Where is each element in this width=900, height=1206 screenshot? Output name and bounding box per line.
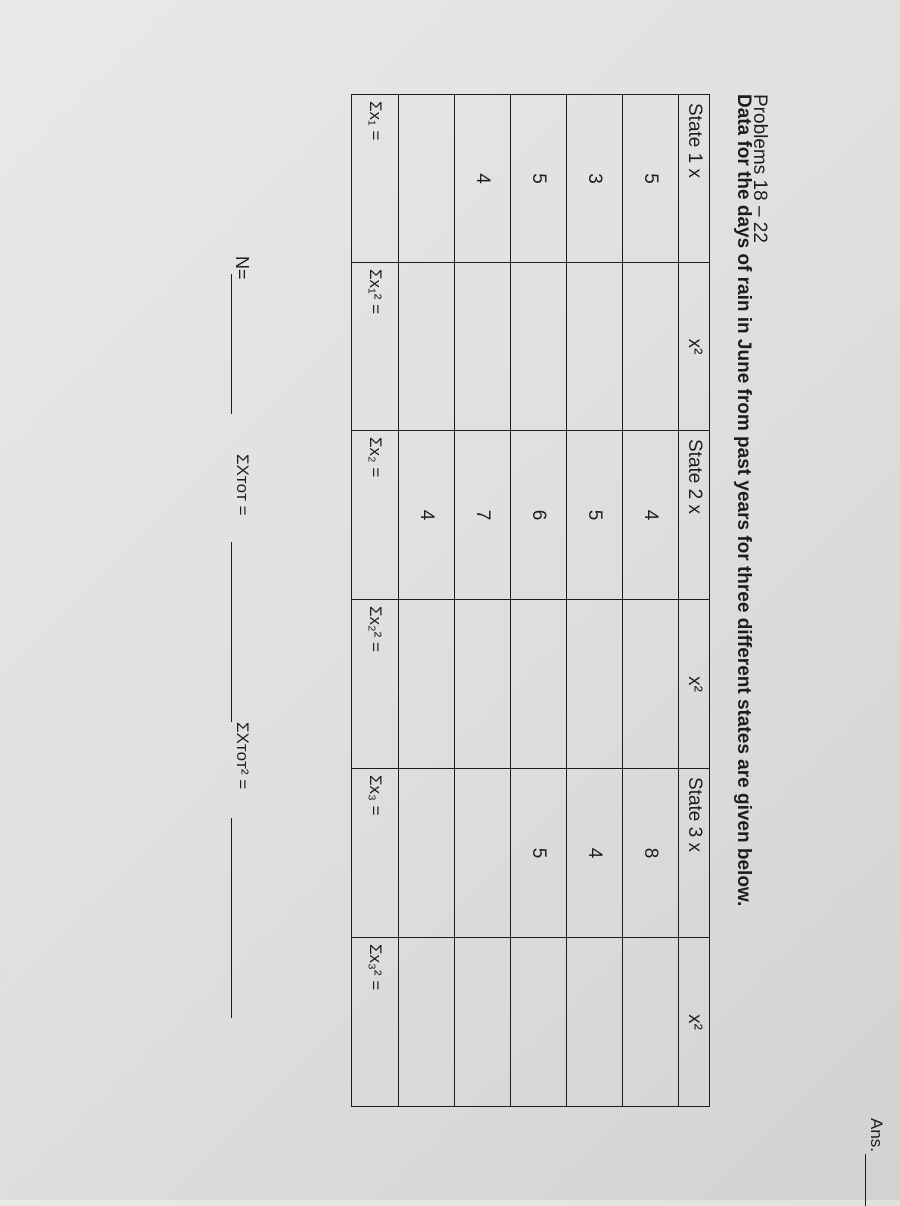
table-cell: 5 [511, 769, 567, 938]
table-cell [399, 263, 455, 431]
n-blank-line [231, 274, 232, 414]
table-cell: 4 [455, 95, 511, 263]
table-cell [623, 263, 679, 431]
header-state2-x: State 2 x [679, 431, 710, 600]
table-cell [399, 600, 455, 769]
table-cell: 5 [567, 431, 623, 600]
table-cell [455, 938, 511, 1107]
table-cell [567, 600, 623, 769]
header-state3-x-squared: x² [679, 938, 710, 1107]
header-state1-x: State 1 x [679, 95, 710, 263]
header-state3-x: State 3 x [679, 769, 710, 938]
n-label: N= [232, 256, 252, 280]
table-cell: 4 [623, 431, 679, 600]
table-cell [511, 263, 567, 431]
answer-label: Ans. [867, 1118, 886, 1153]
sum-x1-squared: Σx₁² = [352, 263, 399, 431]
table-cell [455, 769, 511, 938]
table-cell: 4 [567, 769, 623, 938]
sum-x3-squared: Σx₃² = [352, 938, 399, 1107]
table-row [511, 95, 567, 1107]
header-state2-x-squared: x² [679, 600, 710, 769]
table-cell: 4 [399, 431, 455, 600]
xtot-blank-line [231, 542, 232, 722]
table-cell: 8 [623, 769, 679, 938]
table-cell: 6 [511, 431, 567, 600]
answer-blank-line [865, 1154, 866, 1206]
table-row [399, 95, 455, 1107]
table-cell [623, 938, 679, 1107]
xtot-squared-label: ΣXᴛᴏᴛ² = [233, 722, 252, 790]
table-cell [511, 600, 567, 769]
answer-field [862, 1118, 886, 1206]
xtot-label: ΣXᴛᴏᴛ = [233, 454, 252, 516]
problems-heading: Problems 18 – 22 [749, 94, 770, 243]
table-cell: 5 [511, 95, 567, 263]
table-cell [399, 938, 455, 1107]
table-cell [455, 263, 511, 431]
table-header-row [679, 95, 710, 1107]
table-row [623, 95, 679, 1107]
table-row [455, 95, 511, 1107]
table-cell [399, 769, 455, 938]
table-cell [511, 938, 567, 1107]
table-sums-row [352, 95, 399, 1107]
problem-description: Data for the days of rain in June from past years for three different states are given below. [733, 94, 754, 907]
sum-x3: Σx₃ = [352, 769, 399, 938]
table-cell [455, 600, 511, 769]
xtot-squared-blank-line [231, 818, 232, 1018]
table-cell: 5 [623, 95, 679, 263]
table-cell: 3 [567, 95, 623, 263]
table-cell: 7 [455, 431, 511, 600]
header-state1-x-squared: x² [679, 263, 710, 431]
table-row [567, 95, 623, 1107]
table-cell [567, 938, 623, 1107]
table-cell [623, 600, 679, 769]
sum-x1: Σx₁ = [352, 95, 399, 263]
sum-x2-squared: Σx₂² = [352, 600, 399, 769]
table-cell [399, 95, 455, 263]
rain-data-table [351, 94, 710, 1107]
table-cell [567, 263, 623, 431]
sum-x2: Σx₂ = [352, 431, 399, 600]
